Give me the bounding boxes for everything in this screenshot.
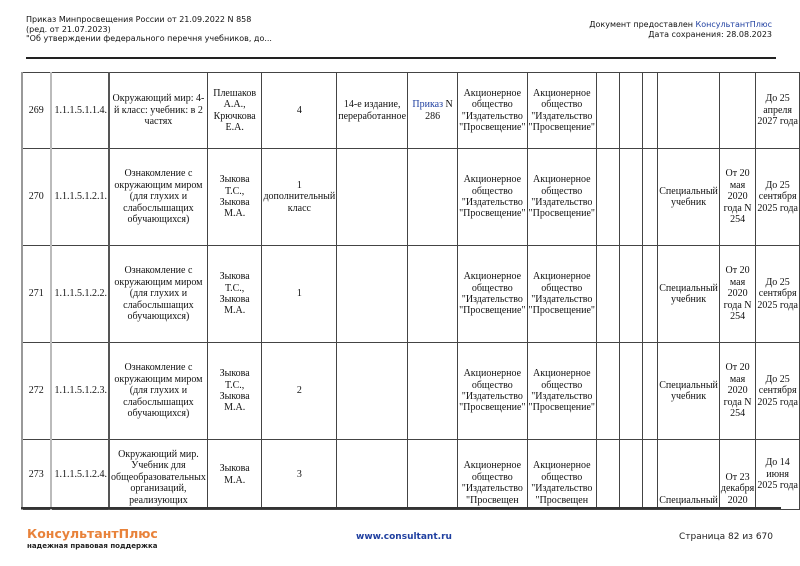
table-row	[22, 149, 800, 246]
special-order-date: От 20 мая 2020 года N 254	[719, 246, 755, 343]
order-reference	[408, 73, 458, 149]
rights-holder: Акционерное общество "Издательство "Просвещен	[527, 440, 596, 510]
textbook-name: Окружающий мир: 4-й класс: учебник: в 2 частях	[109, 73, 207, 149]
row-number: 271	[22, 246, 51, 343]
empty-cell	[597, 246, 620, 343]
textbook-grade: 4	[262, 73, 337, 149]
special-order-date: От 20 мая 2020 года N 254	[719, 343, 755, 440]
textbook-name: Ознакомление с окружающим миром (для глухих и слабослышащих обучающихся)	[109, 246, 207, 343]
row-number: 272	[22, 343, 51, 440]
textbook-code: 1.1.1.5.1.2.1.	[51, 149, 110, 246]
table-row	[22, 246, 800, 343]
publisher: Акционерное общество "Издательство "Просвещение"	[458, 343, 527, 440]
textbook-name: Окружающий мир. Учебник для общеобразовательных организаций, реализующих	[109, 440, 207, 510]
footer-website-link[interactable]: www.consultant.ru	[356, 532, 452, 542]
empty-cell	[642, 440, 657, 510]
valid-until: До 25 сентября 2025 года	[756, 149, 800, 246]
empty-cell	[619, 440, 642, 510]
empty-cell	[619, 246, 642, 343]
textbook-authors: Зыкова Т.С., Зыкова М.А.	[207, 246, 262, 343]
footer-brand-logo: КонсультантПлюс	[27, 526, 158, 541]
empty-cell	[619, 343, 642, 440]
empty-cell	[642, 343, 657, 440]
textbook-authors: Зыкова Т.С., Зыкова М.А.	[207, 343, 262, 440]
footer-tagline: надежная правовая поддержка	[27, 542, 158, 550]
empty-cell	[642, 149, 657, 246]
provided-by-brand-link[interactable]: КонсультантПлюс	[695, 20, 772, 29]
publisher: Акционерное общество "Издательство "Просвещение"	[458, 149, 527, 246]
table-row	[22, 343, 800, 440]
textbook-code: 1.1.1.5.1.2.3.	[51, 343, 110, 440]
publisher: Акционерное общество "Издательство "Просвещение"	[458, 246, 527, 343]
textbook-edition	[337, 440, 408, 510]
doc-title-line2: (ред. от 21.07.2023)	[26, 24, 111, 34]
textbook-grade: 3	[262, 440, 337, 510]
textbook-name: Ознакомление с окружающим миром (для глухих и слабослышащих обучающихся)	[109, 343, 207, 440]
special-order-date	[719, 73, 755, 149]
empty-cell	[597, 343, 620, 440]
empty-cell	[642, 73, 657, 149]
empty-cell	[619, 73, 642, 149]
textbook-edition: 14-е издание, переработанное	[337, 73, 408, 149]
saved-date: Дата сохранения: 28.08.2023	[648, 30, 772, 39]
document-header-meta	[589, 20, 772, 40]
textbook-authors: Зыкова М.А.	[207, 440, 262, 510]
document-header-title	[26, 15, 272, 44]
empty-cell	[619, 149, 642, 246]
textbook-edition	[337, 343, 408, 440]
empty-cell	[597, 440, 620, 510]
textbook-code: 1.1.1.5.1.2.4.	[51, 440, 110, 510]
page-counter: Страница 82 из 670	[679, 532, 773, 542]
table-bottom-border	[21, 507, 781, 509]
textbook-edition	[337, 149, 408, 246]
empty-cell	[597, 149, 620, 246]
special-order-date: От 20 мая 2020 года N 254	[719, 149, 755, 246]
textbook-list-table	[21, 72, 800, 510]
row-number: 273	[22, 440, 51, 510]
provided-by	[589, 20, 772, 30]
special-order-date: От 23 декабря 2020	[719, 440, 755, 510]
textbook-authors: Плешаков А.А., Крючкова Е.А.	[207, 73, 262, 149]
row-number: 269	[22, 73, 51, 149]
header-divider	[26, 57, 776, 59]
textbook-name: Ознакомление с окружающим миром (для глухих и слабослышащих обучающихся)	[109, 149, 207, 246]
doc-title-line3: "Об утверждении федерального перечня учебников, до...	[26, 34, 272, 43]
special-textbook-flag: Специальный учебник	[658, 343, 720, 440]
textbook-authors: Зыкова Т.С., Зыкова М.А.	[207, 149, 262, 246]
rights-holder: Акционерное общество "Издательство "Просвещение"	[527, 149, 596, 246]
special-textbook-flag: Специальный учебник	[658, 246, 720, 343]
publisher: Акционерное общество "Издательство "Просвещен	[458, 440, 527, 510]
special-textbook-flag: Специальный	[658, 440, 720, 510]
valid-until: До 14 июня 2025 года	[756, 440, 800, 510]
row-number: 270	[22, 149, 51, 246]
rights-holder: Акционерное общество "Издательство "Просвещение"	[527, 73, 596, 149]
provided-by-prefix: Документ предоставлен	[589, 20, 696, 29]
order-reference	[408, 246, 458, 343]
table-row	[22, 73, 800, 149]
rights-holder: Акционерное общество "Издательство "Просвещение"	[527, 246, 596, 343]
special-textbook-flag	[658, 73, 720, 149]
publisher: Акционерное общество "Издательство "Просвещение"	[458, 73, 527, 149]
textbook-code: 1.1.1.5.1.1.4.	[51, 73, 110, 149]
order-reference	[408, 149, 458, 246]
order-link[interactable]: Приказ	[412, 99, 444, 111]
valid-until: До 25 сентября 2025 года	[756, 246, 800, 343]
textbook-grade: 1 дополнительный класс	[262, 149, 337, 246]
doc-title-line1: Приказ Минпросвещения России от 21.09.2022 N 858	[26, 15, 252, 24]
rights-holder: Акционерное общество "Издательство "Просвещение"	[527, 343, 596, 440]
textbook-grade: 2	[262, 343, 337, 440]
empty-cell	[642, 246, 657, 343]
valid-until: До 25 апреля 2027 года	[756, 73, 800, 149]
textbook-grade: 1	[262, 246, 337, 343]
textbook-code: 1.1.1.5.1.2.2.	[51, 246, 110, 343]
order-reference	[408, 343, 458, 440]
empty-cell	[597, 73, 620, 149]
order-reference	[408, 440, 458, 510]
table-row	[22, 440, 800, 510]
textbook-edition	[337, 246, 408, 343]
special-textbook-flag: Специальный учебник	[658, 149, 720, 246]
order-number: N 286	[425, 99, 453, 122]
valid-until: До 25 сентября 2025 года	[756, 343, 800, 440]
